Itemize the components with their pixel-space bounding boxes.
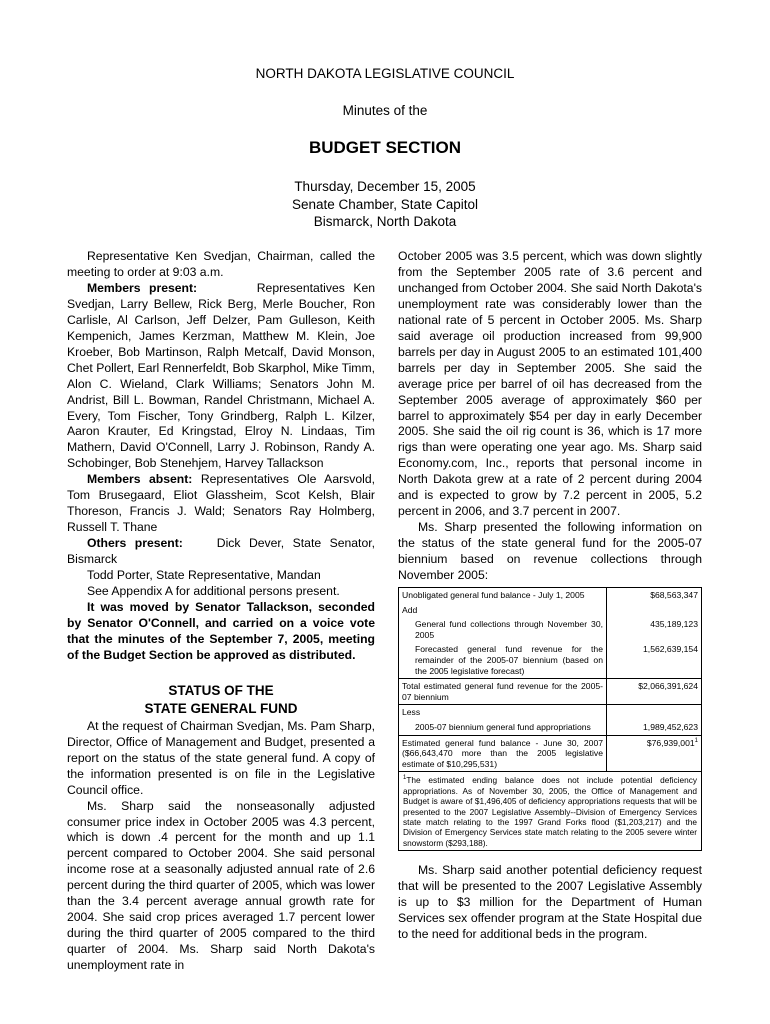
- members-absent: [67, 472, 375, 536]
- fund-label: Less: [399, 705, 607, 720]
- members-present-list: Representatives Ken Svedjan, Larry Bellew, Rick Berg, Merle Boucher, Ron Carlisle, Al Carlson, Jeff Delzer, Pam Gulleson, Keith Kempenich, James Kerzman, Matthew M. Klein, Joe Kroeber, Bob Martinson, Ralph Metcalf, David Monson, Chet Pollert, Earl Rennerfeldt, Bob Skarphol, Mike Timm, Alon C. Wieland, Clark Williams; Senators John M. Andrist, Bill L. Bowman, Randel Christmann, Michael A. Every, Tom Fischer, Tony Grindberg, Ralph L. Kilzer, Aaron Krauter, Ed Kringstad, Elroy N. Lindaas, Tim Mathern, David O'Connell, Larry J. Robinson, Randy A. Schobinger, Bob Stenehjem, Harvey Tallackson: [67, 280, 376, 471]
- table-row: [399, 642, 702, 678]
- section-name: BUDGET SECTION: [308, 138, 462, 157]
- economic-report: Ms. Sharp said the nonseasonally adjusted consumer price index in October 2005 was 4.3 percent, which is down .4 percent for the month and up 1.1 percent compared to October 2004. She said personal income rose at a seasonally adjusted annual rate of 2.6 percent during the third quarter of 2005, which was lower than the 3.4 percent average annual growth rate for 2004. She said crop prices averaged 1.7 percent lower during the third quarter of 2005 compared to the third quarter of 2004. Ms. Sharp said North Dakota's unemployment rate in: [67, 798, 375, 973]
- fund-amount: $2,066,391,624: [607, 679, 702, 705]
- fund-status-intro: Ms. Sharp presented the following information on the status of the state general fund for the 2005-07 biennium based on revenue collections through November 2005:: [398, 520, 702, 583]
- minutes-motion: It was moved by Senator Tallackson, seconded by Senator O'Connell, and carried on a voice vote that the minutes of the September 7, 2005, meeting of the Budget Section be approved as distributed.: [67, 599, 375, 662]
- section-heading-line-2: STATE GENERAL FUND: [144, 700, 298, 716]
- members-absent-list: Representatives Ole Aarsvold, Tom Brusegaard, Eliot Glassheim, Scot Kelsh, Blair Thoreson, Francis J. Wald; Senators Ray Holmberg, Russell T. Thane: [67, 472, 375, 535]
- table-row: [399, 735, 702, 772]
- meeting-city: Bismarck, North Dakota: [313, 214, 457, 229]
- deficiency-request: Ms. Sharp said another potential deficiency request that will be presented to the 2007 Legislative Assembly is up to $3 million for the Department of Human Services sex offender program at the State Hospital due to the need for additional beds in the program.: [398, 863, 702, 941]
- fund-amount: [607, 735, 702, 772]
- ending-balance: $76,939,001: [646, 737, 695, 748]
- others-present: [67, 536, 375, 568]
- footnote-mark: 1: [403, 775, 407, 782]
- meeting-date: Thursday, December 15, 2005: [294, 179, 476, 194]
- members-present-label: Members present:: [87, 280, 198, 295]
- table-row: [399, 617, 702, 642]
- members-absent-label: Members absent:: [87, 472, 193, 487]
- appendix-note: See Appendix A for additional persons present.: [87, 584, 340, 599]
- others-present-2: Todd Porter, State Representative, Mandan: [87, 568, 321, 583]
- table-row: [399, 705, 702, 720]
- council-name: NORTH DAKOTA LEGISLATIVE COUNCIL: [255, 66, 515, 81]
- general-fund-table: [398, 587, 702, 772]
- footnote-ref: 1: [694, 737, 698, 744]
- meeting-location: Senate Chamber, State Capitol: [291, 196, 479, 212]
- fund-label: Estimated general fund balance - June 30, 2007 ($66,643,470 more than the 2005 legislative estimate of $10,295,531): [399, 735, 607, 772]
- fund-amount: $68,563,347: [607, 588, 702, 603]
- section-heading-line-1: STATUS OF THE: [168, 682, 274, 698]
- status-intro: At the request of Chairman Svedjan, Ms. Pam Sharp, Director, Office of Management and Budget, presented a report on the status of the state general fund. A copy of the information presented is on file in the Legislative Council office.: [67, 718, 375, 797]
- fund-label: Total estimated general fund revenue for the 2005-07 biennium: [399, 679, 607, 705]
- others-present-label: Others present:: [87, 536, 183, 551]
- left-column: [67, 249, 375, 974]
- fund-amount: 435,189,123: [607, 617, 702, 642]
- footnote-text: The estimated ending balance does not include potential deficiency appropriations. As of November 30, 2005, the Office of Management and Budget is aware of $1,496,405 of deficiency appropriations requests that will be presented to the 2007 Legislative Assembly--Division of Emergency Services state match relating to the 1997 Grand Forks flood ($1,203,217) and the Division of Emergency Services state match relating to the 2005 severe winter snowstorm ($293,188).: [403, 775, 697, 848]
- others-present-list: Dick Dever, State Senator, Bismarck: [67, 536, 375, 567]
- table-row: [399, 679, 702, 705]
- members-present: [67, 281, 375, 472]
- call-to-order: Representative Ken Svedjan, Chairman, called the meeting to order at 9:03 a.m.: [67, 249, 375, 279]
- economic-report-continued: October 2005 was 3.5 percent, which was down slightly from the September 2005 rate of 3.6 percent and unchanged from October 2004. She said North Dakota's unemployment rate was considerably lower than the national rate of 5 percent in October 2005. Ms. Sharp said average oil production increased from 99,900 barrels per day in August 2005 to an estimated 101,400 barrels per day in September 2005. She said the average price per barrel of oil has decreased from the September 2005 average of approximately $60 per barrel to approximately $54 per day in early December 2005. She said the oil rig count is 36, which is 17 more rigs than were operating one year ago. Ms. Sharp said Economy.com, Inc., reports that personal income in North Dakota grew at a rate of 2 percent during 2004 and is expected to grow by 7.2 percent in 2005, 5.2 percent in 2006, and 3.7 percent in 2007.: [398, 249, 702, 519]
- meeting-info: [0, 178, 770, 231]
- fund-label: Unobligated general fund balance - July 1, 2005: [399, 588, 607, 603]
- fund-label: Add: [399, 603, 607, 618]
- minutes-of: Minutes of the: [342, 103, 428, 118]
- right-column: [398, 249, 702, 943]
- table-footnote: [398, 772, 702, 851]
- section-heading: [67, 682, 375, 718]
- fund-amount: 1,989,452,623: [607, 720, 702, 735]
- table-row: [399, 588, 702, 603]
- table-row: [399, 720, 702, 735]
- fund-label: Forecasted general fund revenue for the remainder of the 2005-07 biennium (based on the 2005 legislative forecast): [399, 642, 607, 678]
- fund-label: 2005-07 biennium general fund appropriations: [399, 720, 607, 735]
- table-row: [399, 603, 702, 618]
- fund-label: General fund collections through November 30, 2005: [399, 617, 607, 642]
- fund-amount: 1,562,639,154: [607, 642, 702, 678]
